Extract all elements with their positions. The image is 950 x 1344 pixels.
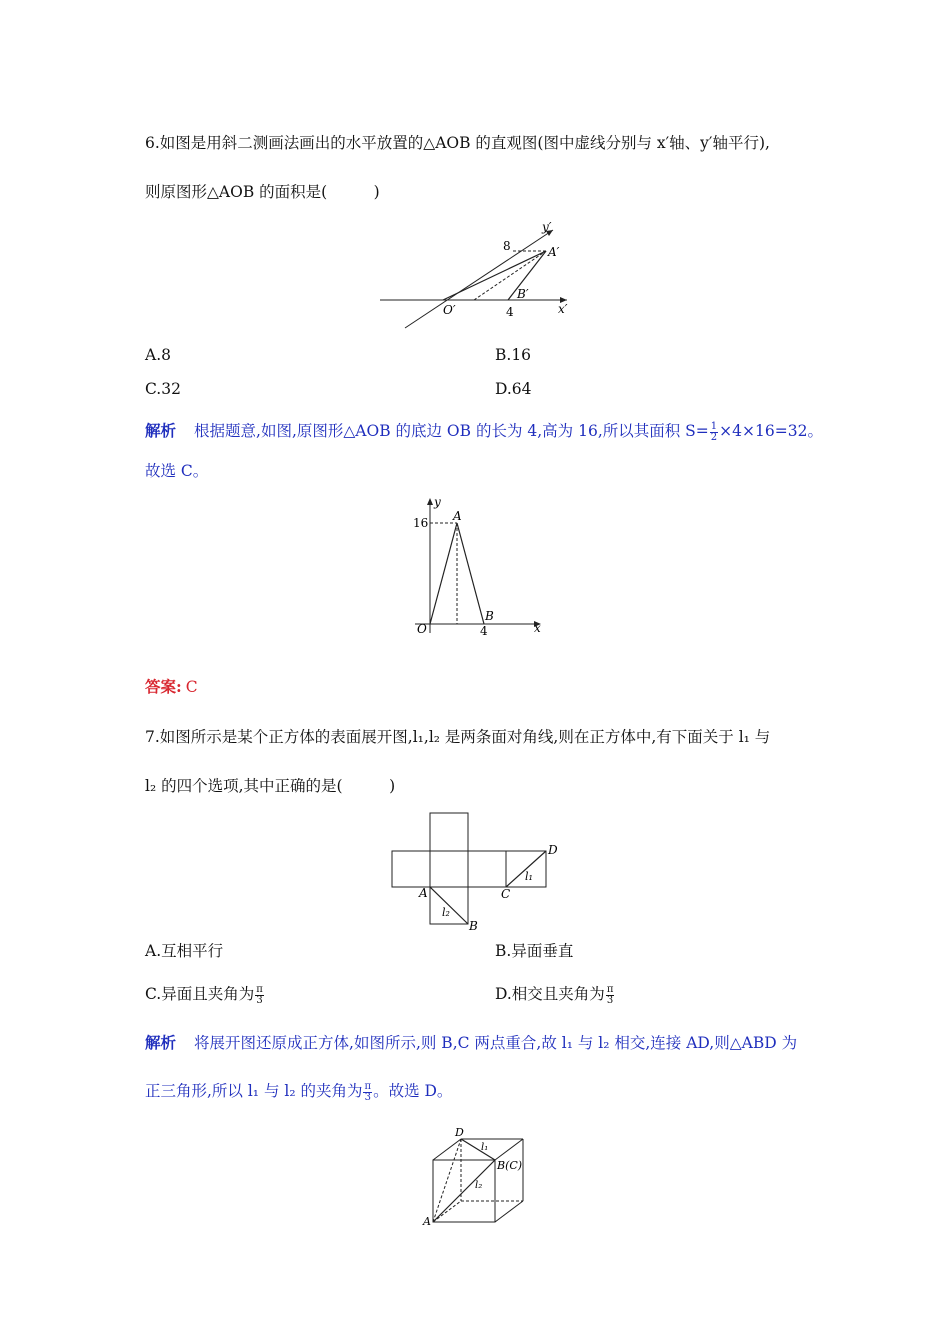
q6-label-4: 4 (506, 305, 514, 319)
q6-analysis-fraction (710, 422, 718, 443)
q7-net-label-l2: l₂ (442, 906, 450, 919)
q6-fig2-label-16: 16 (413, 516, 429, 530)
q6-label-x-prime: x′ (558, 302, 568, 316)
q6-frac-numerator: 1 (710, 420, 718, 432)
q7-analysis-line1 (145, 1032, 797, 1054)
q7-cube-net (385, 810, 565, 935)
q6-answer (145, 676, 198, 698)
q7-analysis-tag: 解析 (145, 1033, 177, 1052)
q6-analysis-text1: 根据题意,如图,原图形△AOB 的底边 OB 的长为 4,高为 16,所以其面积 S= (194, 422, 709, 440)
q7-option-b: B.异面垂直 (495, 942, 574, 960)
q7-cube-label-A: A (423, 1215, 431, 1228)
q7-option-a: A.互相平行 (145, 942, 224, 960)
q7-stem-line2: l₂ 的四个选项,其中正确的是( ) (145, 777, 396, 795)
q6-analysis-text2: ×4×16=32。 (719, 422, 823, 440)
q7-analysis-fraction (363, 1082, 372, 1103)
q6-fig2-label-O: O (417, 622, 427, 636)
q6-analysis-tag: 解析 (145, 421, 177, 440)
q6-option-b: B.16 (495, 346, 532, 364)
q7-option-d-fraction (606, 985, 615, 1006)
q7-option-d-text: D.相交且夹角为 (495, 985, 605, 1003)
q7-cube-label-BC: B(C) (497, 1159, 523, 1172)
q7-net-label-B: B (469, 919, 478, 933)
q7-option-d-pi: π (606, 983, 614, 995)
q6-label-O-prime: O′ (443, 303, 456, 317)
q7-analysis-pi: π (364, 1080, 372, 1092)
q7-cube-figure (415, 1125, 545, 1235)
q6-label-A-prime: A′ (548, 245, 560, 259)
q6-option-a: A.8 (145, 346, 171, 364)
q7-analysis-text2a: 正三角形,所以 l₁ 与 l₂ 的夹角为 (145, 1082, 363, 1100)
q7-analysis-line2 (145, 1080, 452, 1103)
q6-label-y-prime: y′ (542, 220, 552, 234)
q6-oblique-diagram (370, 218, 580, 333)
q7-option-c-pi: π (256, 983, 263, 995)
q7-net-label-l1: l₁ (525, 870, 533, 883)
q7-option-c (145, 983, 265, 1006)
q6-stem-line2: 则原图形△AOB 的面积是( ) (145, 183, 380, 201)
q7-cube-label-l2: l₂ (475, 1180, 483, 1191)
q6-label-8: 8 (503, 239, 511, 253)
q7-net-label-A: A (419, 886, 428, 900)
q6-label-B-prime: B′ (517, 287, 529, 301)
q7-net-label-C: C (501, 887, 511, 901)
q6-analysis-line1 (145, 420, 823, 443)
q6-analysis-line2: 故选 C。 (145, 462, 209, 480)
q6-fig2-label-y: y (434, 495, 441, 509)
q7-option-d-three: 3 (606, 994, 614, 1006)
q6-fig2-label-A: A (453, 509, 462, 523)
q7-analysis-text1: 将展开图还原成正方体,如图所示,则 B,C 两点重合,故 l₁ 与 l₂ 相交,连接 AD,则△ABD 为 (194, 1034, 798, 1052)
q6-original-figure (410, 495, 550, 640)
q6-option-c: C.32 (145, 380, 181, 398)
q7-stem-line1: 7.如图所示是某个正方体的表面展开图,l₁,l₂ 是两条面对角线,则在正方体中,有下面关于 l₁ 与 (145, 728, 771, 746)
q7-net-label-D: D (548, 843, 558, 857)
q7-option-c-fraction (255, 985, 264, 1006)
q6-stem-line1: 6.如图是用斜二测画法画出的水平放置的△AOB 的直观图(图中虚线分别与 x′轴、y′轴平行), (145, 134, 770, 152)
q6-answer-tag: 答案: (145, 677, 182, 696)
q6-fig2-label-B: B (485, 609, 494, 623)
q7-option-d (495, 983, 615, 1006)
q6-fig2-label-x: x (534, 621, 541, 635)
q7-analysis-three: 3 (364, 1091, 371, 1103)
q6-answer-value: C (185, 678, 198, 696)
q7-analysis-text2b: 。故选 D。 (373, 1082, 453, 1100)
q6-option-d: D.64 (495, 380, 532, 398)
q7-option-c-text: C.异面且夹角为 (145, 985, 255, 1003)
q6-fig2-label-4: 4 (480, 624, 488, 638)
q7-option-c-three: 3 (256, 994, 263, 1006)
q7-cube-label-l1: l₁ (481, 1142, 489, 1153)
q6-frac-denominator: 2 (710, 431, 718, 443)
q7-cube-label-D: D (455, 1126, 464, 1139)
